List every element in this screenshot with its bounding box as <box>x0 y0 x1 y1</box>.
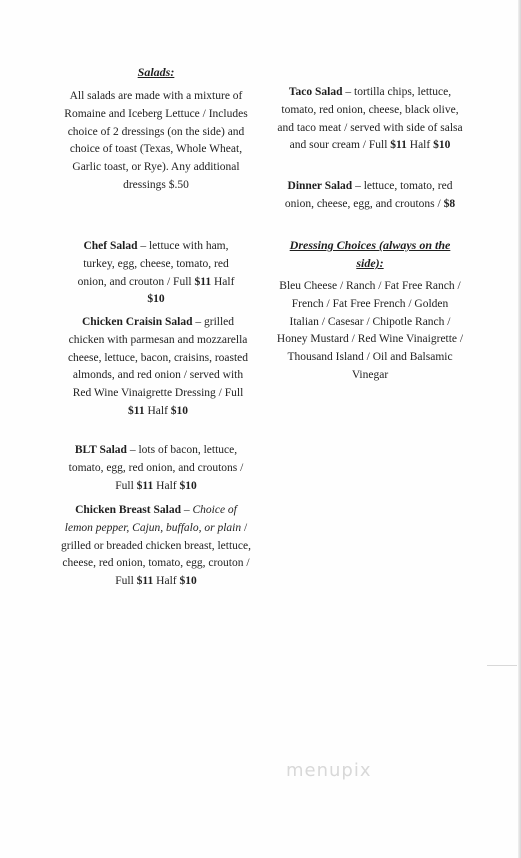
chef-salad-name: Chef Salad <box>83 240 138 252</box>
watermark: menupix <box>286 760 372 781</box>
chef-salad-description: – lettuce with ham, turkey, egg, cheese, tomato, red onion, and crouton / Full <box>77 240 229 288</box>
chicken-craisin-salad-description: – grilled chicken with parmesan and mozzarella cheese, lettuce, bacon, craisins, roasted almonds, and red onion / served with Red Wine Vinaigrette Dressing / Full <box>67 316 249 400</box>
blt-salad-description: – lots of bacon, lettuce, tomato, egg, red onion, and croutons / Full <box>68 444 244 492</box>
menu-item-taco-salad <box>276 84 464 155</box>
chef-salad-half-price: $10 <box>147 293 165 306</box>
dinner-salad-description: – lettuce, tomato, red onion, cheese, egg, and croutons / <box>284 180 453 210</box>
salads-intro: All salads are made with a mixture of Romaine and Iceberg Lettuce / Includes choice of 2 dressings (on the side) and choice of toast (Texas, Whole Wheat, Garlic toast, or Rye). Any additional dressings $.50 <box>64 90 248 191</box>
chicken-breast-salad-description: / grilled or breaded chicken breast, lettuce, cheese, red onion, tomato, egg, crouton / Full <box>61 521 251 588</box>
chicken-craisin-salad-half-price: $10 <box>170 404 189 417</box>
menu-item-blt-salad <box>64 442 248 495</box>
chicken-breast-salad-name: Chicken Breast Salad <box>75 504 181 516</box>
blt-salad-name: BLT Salad <box>74 444 127 456</box>
blt-salad-half-price: $10 <box>179 479 197 492</box>
taco-salad-half-price: $10 <box>433 139 451 152</box>
blt-salad-full-price: $11 <box>136 479 154 492</box>
chicken-craisin-salad-half-label: Half <box>144 404 171 417</box>
taco-salad-half-label: Half <box>406 139 434 152</box>
chicken-breast-salad-full-price: $11 <box>136 575 154 588</box>
taco-salad-name: Taco Salad <box>288 86 343 98</box>
taco-salad-full-price: $11 <box>390 139 407 152</box>
menu-item-dinner-salad <box>282 178 458 214</box>
chef-salad-half-label: Half <box>211 275 235 288</box>
taco-salad-description: – tortilla chips, lettuce, tomato, red onion, cheese, black olive, and taco meat / served with side of salsa and sour cream / Full <box>277 86 463 152</box>
scan-mark <box>487 665 517 666</box>
chicken-craisin-salad-full-price: $11 <box>127 404 145 417</box>
chicken-breast-salad-choices: Choice of lemon pepper, Cajun, buffalo, or plain <box>64 504 242 534</box>
menu-item-chef-salad <box>68 238 244 309</box>
chef-salad-full-price: $11 <box>194 275 212 288</box>
chicken-breast-salad-half-price: $10 <box>179 575 197 588</box>
chicken-breast-salad-half-label: Half <box>153 575 180 588</box>
dressing-choices-title: Dressing Choices (always on the side): <box>289 238 451 270</box>
salads-title: Salads: <box>137 65 175 79</box>
dinner-salad-price: $8 <box>443 197 456 210</box>
dinner-salad-name: Dinner Salad <box>287 180 353 192</box>
chicken-craisin-salad-name: Chicken Craisin Salad <box>81 316 193 328</box>
blt-salad-half-label: Half <box>153 479 180 492</box>
chicken-breast-salad-dash: – <box>180 504 193 516</box>
menu-item-chicken-breast-salad <box>60 502 252 591</box>
menu-item-chicken-craisin-salad <box>64 314 252 421</box>
dressing-choices-list: Bleu Cheese / Ranch / Fat Free Ranch / French / Fat Free French / Golden Italian / Casesar / Chipotle Ranch / Honey Mustard / Red Wine Vinaigrette / Thousand Island / Oil and Balsamic Vinegar <box>276 280 464 381</box>
